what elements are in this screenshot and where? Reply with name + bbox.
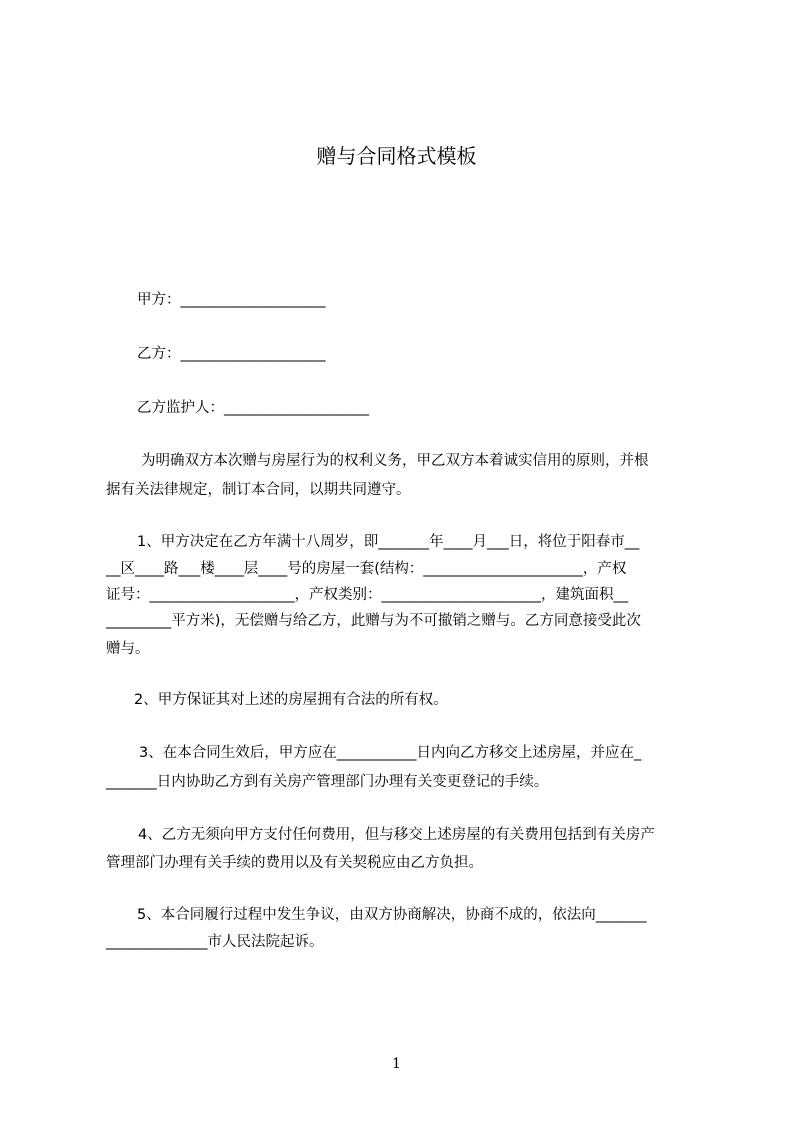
clause-1-line: 赠与。: [106, 641, 150, 657]
preamble-line: 据有关法律规定，制订本合同，以期共同遵守。: [106, 482, 411, 498]
clause-4-line: 4、乙方无须向甲方支付任何费用，但与移交上述房屋的有关费用包括到有关房产: [138, 827, 655, 843]
clause-1-line: __区____路___楼____层____号的房屋一套(结构：______________________，产权: [106, 561, 627, 577]
party-a-line: 甲方：____________________: [137, 292, 326, 308]
clause-5-line: ______________市人民法院起诉。: [106, 934, 324, 950]
clause-1-line: 1、甲方决定在乙方年满十八周岁，即_______年____月___日，将位于阳春市__: [137, 534, 640, 550]
preamble-line: 为明确双方本次赠与房屋行为的权利义务，甲乙双方本着诚实信用的原则，并根: [141, 453, 649, 469]
party-b-line: 乙方：____________________: [137, 346, 326, 362]
clause-3-line: 3、在本合同生效后，甲方应在___________日内向乙方移交上述房屋，并应在_: [139, 745, 642, 761]
clause-5-line: 5、本合同履行过程中发生争议，由双方协商解决，协商不成的，依法向_______: [137, 907, 647, 923]
clause-4-line: 管理部门办理有关手续的费用以及有关契税应由乙方负担。: [106, 855, 483, 871]
clause-2-line: 2、甲方保证其对上述的房屋拥有合法的所有权。: [134, 692, 448, 708]
document-title: 赠与合同格式模板: [316, 144, 477, 168]
clause-3-line: _______日内协助乙方到有关房产管理部门办理有关变更登记的手续。: [106, 774, 549, 790]
clause-1-line: 证号：____________________，产权类别：______________________，建筑面积__: [106, 587, 628, 603]
party-b-guardian-line: 乙方监护人：____________________: [137, 400, 369, 416]
page-number: 1: [392, 1056, 401, 1072]
clause-1-line: _________平方米)，无偿赠与给乙方，此赠与为不可撤销之赠与。乙方同意接受此次: [106, 613, 641, 629]
